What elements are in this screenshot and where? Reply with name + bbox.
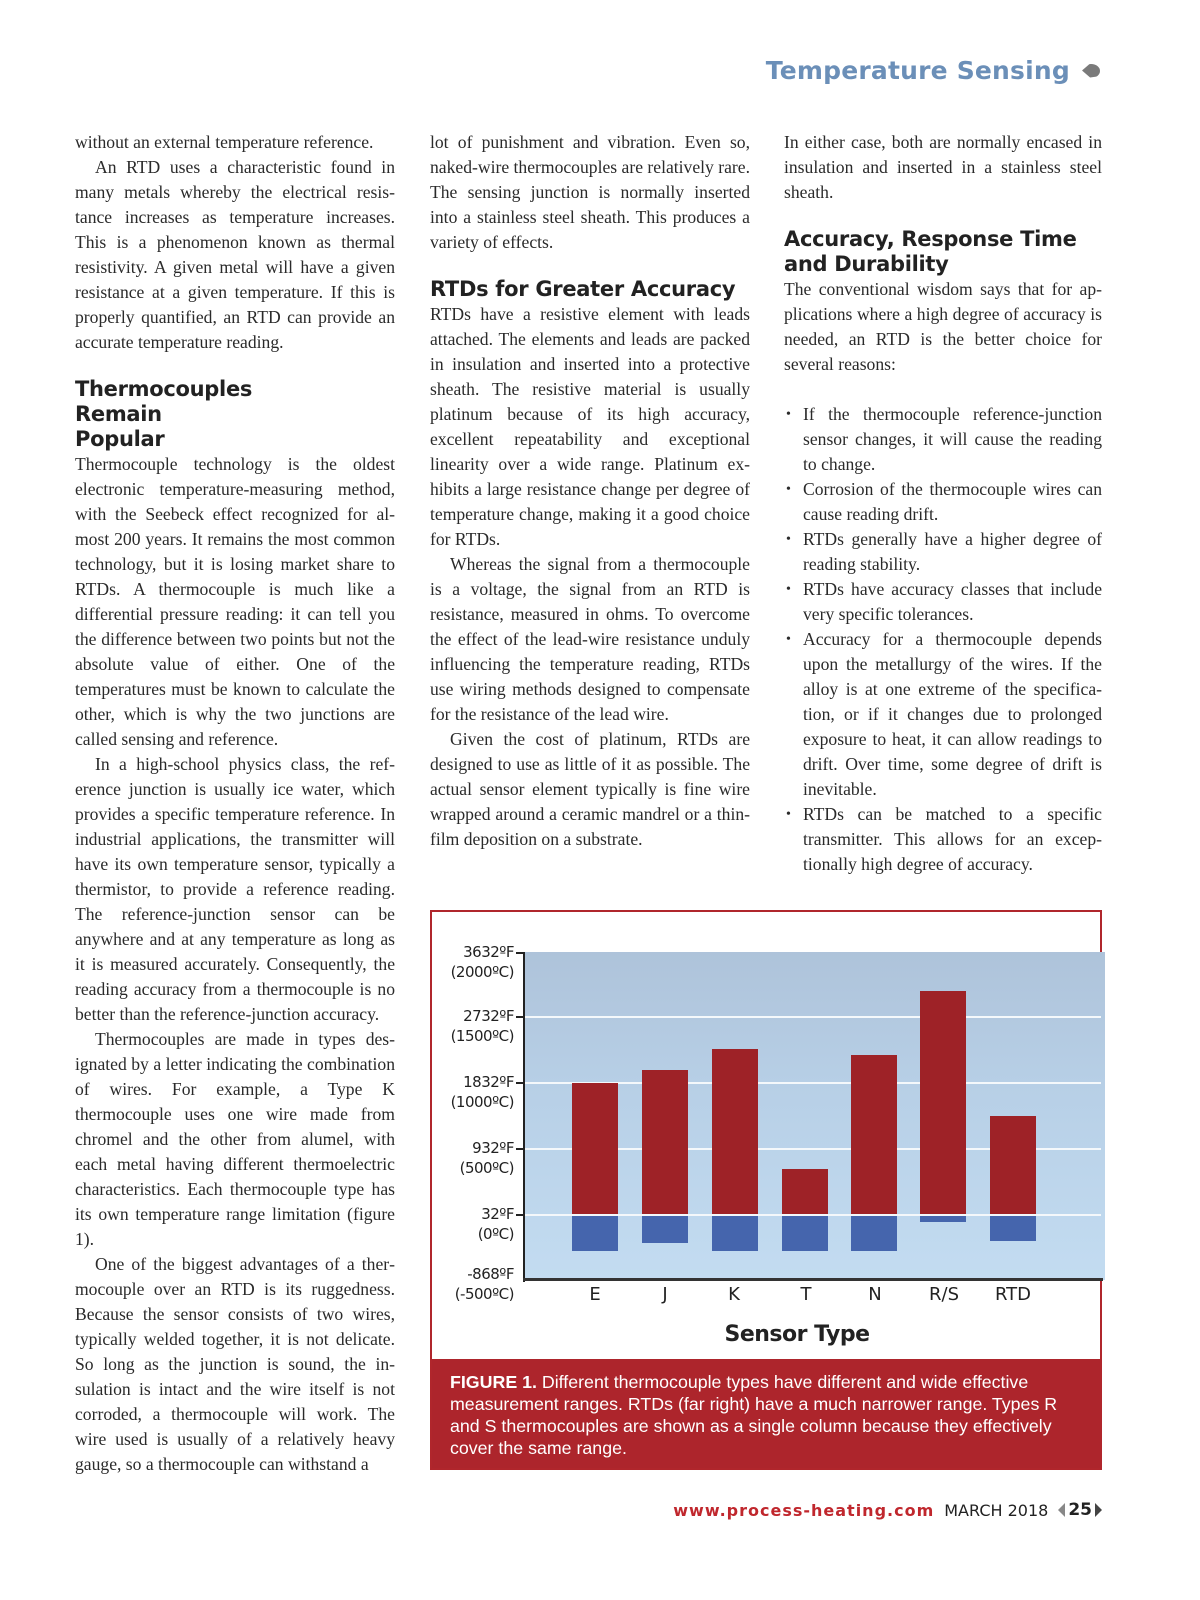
article-column-3	[784, 130, 1102, 877]
bar-min-k	[712, 1215, 758, 1251]
list-item: • Corrosion of the thermocouple wires can cause reading drift.	[784, 477, 1102, 527]
bar-max-j	[642, 1070, 688, 1215]
bar-max-e	[572, 1083, 618, 1215]
paragraph: The conventional wisdom says that for applications where a high degree of accuracy is needed, an RTD is the better choice for several reasons:	[784, 279, 1102, 374]
bar-max-n	[851, 1055, 897, 1215]
paragraph: One of the biggest advantages of a thermocouple over an RTD is its ruggedness. Because the sensor consists of two wires, typically welded together, it is not delicate. So long as the junction is sound, the insulation is intact and the wire itself is not corroded, a thermocouple will work. The wire used is usually of a relatively heavy gauge, so a thermocouple can withstand a	[75, 1254, 395, 1474]
section-heading: RTDs for Greater Accuracy	[430, 277, 736, 301]
paragraph: Thermocouple technology is the oldest electronic temperature-measuring method, with the Seebeck effect recognized for almost 200 years. It remains the most common technology, but it is losing market share to RTDs. A thermocouple is much like a differential pressure reading: it can tell you the difference between two points but not the absolute value of either. One of the temperatures must be known to calculate the other, which is why the two junctions are called sensing and reference.	[75, 454, 395, 749]
section-heading: Thermocouples Remain Popular	[75, 377, 253, 451]
y-tick-label: 932ºF (500ºC)	[459, 1139, 514, 1177]
x-axis	[523, 1278, 1103, 1281]
bar-min-n	[851, 1215, 897, 1251]
article-column-2	[430, 130, 750, 852]
x-label-E: E	[589, 1284, 601, 1305]
caption-text: Different thermocouple types have different and wide effective measurement ranges. RTDs (far right) have a much narrower range. Types R and S thermocouples are shown as a single column because they effectively cover the same range.	[450, 1372, 1058, 1458]
y-tick	[516, 1214, 524, 1216]
issue-date: MARCH 2018	[944, 1500, 1049, 1520]
x-label-N: N	[868, 1284, 882, 1305]
y-tick	[516, 1082, 524, 1084]
section-bullet-icon	[1082, 64, 1100, 78]
y-tick-label: 1832ºF (1000ºC)	[450, 1073, 514, 1111]
page-number	[1058, 1500, 1102, 1520]
article-column-1	[75, 130, 395, 1477]
caption-label: FIGURE 1.	[450, 1372, 537, 1392]
paragraph: In a high-school physics class, the reference junction is usually ice water, which provides a specific temperature reference. In industrial applications, the transmitter will have its own temperature sensor, typically a thermistor, to provide a reference reading. The reference-junction sensor can be anywhere and at any temperature as long as it is measured accurately. Consequently, the reading accuracy from a thermocouple is no better than the reference-junction accuracy.	[75, 754, 395, 1024]
right-arrow-icon	[1095, 1503, 1102, 1517]
paragraph: lot of punishment and vibration. Even so, naked-wire thermocouples are relatively rare. The sensing junction is normally inserted into a stainless steel sheath. This produces a variety of effects.	[430, 132, 750, 252]
section-title: Temperature Sensing	[765, 56, 1070, 85]
temperature-range-chart	[432, 912, 1100, 1357]
list-item: • RTDs have accuracy classes that include very specific tolerances.	[784, 577, 1102, 627]
bar-min-e	[572, 1215, 618, 1251]
y-tick	[516, 952, 524, 954]
x-label-RS: R/S	[929, 1284, 959, 1305]
gridline	[525, 1016, 1101, 1018]
x-label-T: T	[800, 1284, 812, 1305]
bar-min-rtd	[990, 1215, 1036, 1241]
figure-1	[430, 910, 1102, 1470]
paragraph: RTDs have a resistive element with leads attached. The elements and leads are packed in insulation and inserted into a protective sheath. The resistive material is usually platinum because of its high accuracy, excellent repeatability and exceptional linearity over a wide range. Platinum exhibits a large resistance change per degree of temperature change, making it a good choice for RTDs.	[430, 304, 750, 549]
bar-max-rs	[920, 991, 966, 1215]
x-label-RTD: RTD	[994, 1284, 1032, 1305]
y-tick	[516, 1016, 524, 1018]
bar-min-t	[782, 1215, 828, 1251]
bar-min-j	[642, 1215, 688, 1243]
y-tick-label: 3632ºF (2000ºC)	[450, 943, 514, 981]
y-tick	[516, 1148, 524, 1150]
paragraph: Whereas the signal from a thermocouple is a voltage, the signal from an RTD is resistance, measured in ohms. To overcome the effect of the lead-wire resistance unduly influencing the temperature reading, RTDs use wiring methods designed to compensate for the resistance of the lead wire.	[430, 554, 750, 724]
bar-max-k	[712, 1049, 758, 1215]
bar-max-rtd	[990, 1116, 1036, 1215]
left-arrow-icon	[1058, 1503, 1065, 1517]
paragraph: Thermocouples are made in types designated by a letter indicating the combination of wires. For example, a Type K thermocouple uses one wire made from chromel and the other from alumel, with each metal having different thermoelectric characteristics. Each thermocouple type has its own temperature range limitation (figure 1).	[75, 1029, 395, 1249]
website-url[interactable]: www.process-heating.com	[673, 1500, 935, 1520]
figure-caption	[432, 1359, 1100, 1468]
y-tick-label: -868ºF (-500ºC)	[454, 1265, 514, 1303]
paragraph: without an external temperature reference.	[75, 132, 374, 152]
paragraph: An RTD uses a characteristic found in many metals whereby the electrical resistance increases as temperature increases. This is a phenomenon known as thermal resistivity. A given metal will have a given resistance at a given temperature. If this is properly quantified, an RTD can provide an accurate temperature reading.	[75, 157, 395, 352]
page-footer	[673, 1500, 1102, 1520]
paragraph: Given the cost of platinum, RTDs are designed to use as little of it as possible. The actual sensor element typically is fine wire wrapped around a ceramic mandrel or a thin-film deposition on a substrate.	[430, 729, 750, 849]
y-axis	[523, 952, 525, 1282]
list-item: • Accuracy for a thermocouple depends upon the metallurgy of the wires. If the alloy is at one extreme of the specification, or if it changes due to prolonged exposure to heat, it can allow readings to drift. Over time, some degree of drift is inevitable.	[784, 627, 1102, 802]
zero-line	[525, 1214, 1101, 1216]
paragraph: In either case, both are normally encased in insulation and inserted in a stainless steel sheath.	[784, 132, 1102, 202]
list-item: • If the thermocouple reference-junction sensor changes, it will cause the reading to change.	[784, 402, 1102, 477]
x-label-K: K	[728, 1284, 740, 1305]
x-axis-title: Sensor Type	[724, 1322, 870, 1347]
bar-max-t	[782, 1169, 828, 1215]
x-label-J: J	[662, 1284, 668, 1305]
list-item: • RTDs generally have a higher degree of reading stability.	[784, 527, 1102, 577]
section-heading: Accuracy, Response Time and Durability	[784, 227, 1077, 276]
list-item: • RTDs can be matched to a specific transmitter. This allows for an exceptionally high degree of accuracy.	[784, 802, 1102, 877]
y-tick-label: 2732ºF (1500ºC)	[450, 1007, 514, 1045]
reasons-list	[784, 402, 1102, 877]
y-tick-label: 32ºF (0ºC)	[477, 1205, 514, 1243]
running-head	[766, 56, 1100, 85]
page-number-value: 25	[1068, 1500, 1092, 1520]
